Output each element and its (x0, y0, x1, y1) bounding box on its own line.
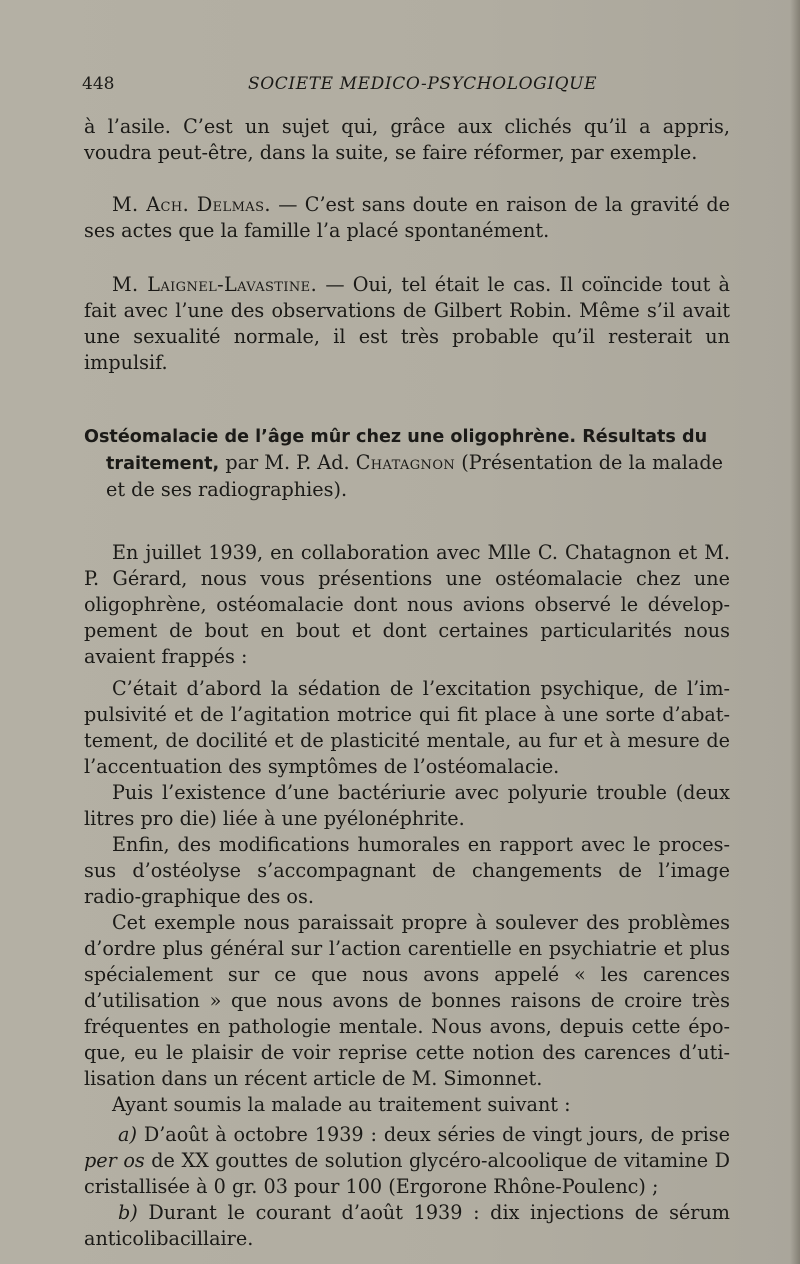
speaker-remark: — C’est sans doute en raison de la gravité de ses actes que la famille l’a placé spontanément. (84, 193, 730, 242)
body-paragraph: C’était d’abord la sédation de l’excitation psychique, de l’im-pulsivité et de l’agitation motrice qui fit place à une sorte d’abat-tement, de docilité et de plasticité mentale, au fur et à mesure de l’accentuation des symptômes de l’ostéomalacie. (84, 677, 730, 778)
heading-title-line1: Ostéomalacie de l’âge mûr chez une oligophrène. Résultats du (84, 427, 708, 447)
speaker-name: M. Ach. Delmas. (112, 193, 271, 216)
body-paragraph: Enfin, des modifications humorales en rapport avec le proces-sus d’ostéolyse s’accompagnant de changements de l’image radio-graphique des os. (84, 833, 730, 908)
body-paragraph: Puis l’existence d’une bactériurie avec polyurie trouble (deux litres pro die) liée à une pyélonéphrite. (84, 781, 730, 830)
heading-title-line2: traitement, (106, 454, 220, 474)
list-marker: b) (118, 1201, 138, 1224)
list-item-b (84, 1200, 730, 1252)
running-header (82, 74, 730, 102)
running-title: SOCIETE MEDICO-PSYCHOLOGIQUE (248, 74, 598, 94)
list-text: Durant le courant d’août 1939 : dix injections de sérum anticolibacillaire. (84, 1201, 730, 1250)
page-number: 448 (82, 74, 115, 94)
page-gutter-shadow (790, 0, 800, 1264)
speaker-remark: — Oui, tel était le cas. Il coïncide tout à fait avec l’une des observations de Gilbert Robin. Même s’il avait une sexualité normale, il est très probable qu’il resterait un impulsif. (84, 273, 730, 374)
list-item-a (84, 1122, 730, 1200)
list-text-italic: per os (84, 1149, 145, 1172)
body-paragraph: Ayant soumis la malade au traitement suivant : (112, 1093, 571, 1116)
section-heading (84, 424, 730, 504)
speaker-name: M. Laignel-Lavastine. (112, 273, 318, 296)
heading-author: Chatagnon (355, 451, 456, 474)
heading-subtitle: (Présentation de la malade et de ses radiographies). (106, 451, 724, 501)
body-paragraph: Cet exemple nous paraissait propre à soulever des problèmes d’ordre plus général sur l’action carentielle en psychiatrie et plus spécialement sur ce que nous avons appelé « les carences d’utilisation » que nous avons de bonnes raisons de croire très fréquentes en pathologie mentale. Nous avons, depuis cette épo-que, eu le plaisir de voir reprise cette notion des carences d’uti-lisation dans un récent article de M. Simonnet. (84, 911, 730, 1090)
list-text: D’août à octobre 1939 : deux séries de vingt jours, de prise (136, 1123, 730, 1146)
page-body (84, 114, 730, 1252)
body-paragraph: En juillet 1939, en collaboration avec Mlle C. Chatagnon et M. P. Gérard, nous vous présentions une ostéomalacie chez une oligophrène, ostéomalacie dont nous avions observé le dévelop-pement de bout en bout et dont certaines particularités nous avaient frappés : (84, 541, 730, 668)
discussion-delmas (84, 192, 730, 244)
discussion-laignel (84, 272, 730, 376)
heading-hanging-lines (84, 450, 730, 504)
paragraph-continued: à l’asile. C’est un sujet qui, grâce aux clichés qu’il a appris, voudra peut-être, dans la suite, se faire réformer, par exemple. (84, 115, 730, 164)
list-marker: a) (118, 1123, 137, 1146)
heading-by: par M. P. Ad. (219, 451, 356, 474)
list-text: de XX gouttes de solution glycéro-alcoolique de vitamine D cristallisée à 0 gr. 03 pour 100 (Ergorone Rhône-Poulenc) ; (84, 1149, 731, 1198)
